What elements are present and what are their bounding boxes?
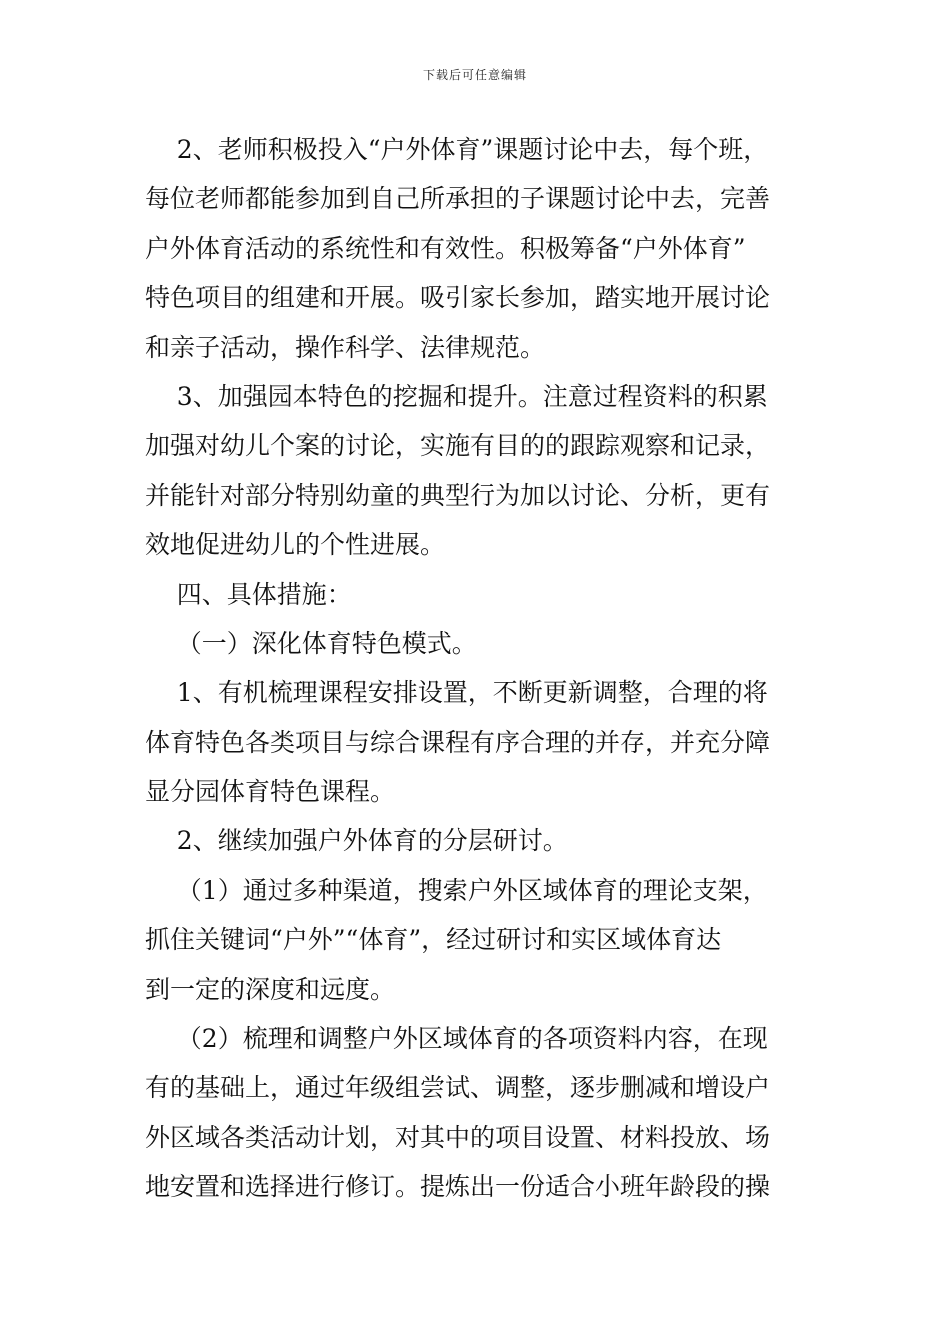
text-line: 显分园体育特色课程。 (145, 777, 396, 807)
text-line: 每位老师都能参加到自己所承担的子课题讨论中去，完善 (145, 184, 771, 214)
text-line: 户外体育活动的系统性和有效性。积极筹备“户外体育” (145, 233, 746, 263)
text-line: 四、具体措施： (145, 579, 352, 609)
text-line: （一）深化体育特色模式。 (145, 628, 477, 658)
text-line: （2）梳理和调整户外区域体育的各项资料内容，在现 (145, 1024, 768, 1054)
text-line: 效地促进幼儿的个性进展。 (145, 530, 446, 560)
text-line: 抓住关键词“户外”“体育”，经过研讨和实区域体育达 (145, 925, 722, 955)
text-line: （1）通过多种渠道，搜索户外区域体育的理论支架， (145, 875, 768, 905)
text-line: 并能针对部分特别幼童的典型行为加以讨论、分析，更有 (145, 480, 771, 510)
text-line: 2、继续加强户外体育的分层研讨。 (145, 826, 568, 856)
text-line: 体育特色各类项目与综合课程有序合理的并存，并充分障 (145, 727, 771, 757)
page-header: 下载后可任意编辑 (422, 68, 527, 82)
text-line: 到一定的深度和远度。 (145, 974, 396, 1004)
text-line: 1、有机梳理课程安排设置，不断更新调整，合理的将 (145, 678, 768, 708)
text-line: 3、加强园本特色的挖掘和提升。注意过程资料的积累 (145, 381, 768, 411)
document-body (145, 125, 810, 1212)
text-line: 地安置和选择进行修订。提炼出一份适合小班年龄段的操 (145, 1172, 771, 1202)
text-line: 2、老师积极投入“户外体育”课题讨论中去，每个班， (145, 135, 769, 164)
text-line: 加强对幼儿个案的讨论，实施有目的的跟踪观察和记录， (145, 431, 771, 461)
text-line: 外区域各类活动计划，对其中的项目设置、材料投放、场 (145, 1122, 771, 1152)
text-line: 和亲子活动，操作科学、法律规范。 (145, 332, 546, 362)
text-line: 有的基础上，通过年级组尝试、调整，逐步删减和增设户 (145, 1073, 771, 1103)
text-line: 特色项目的组建和开展。吸引家长参加，踏实地开展讨论 (145, 283, 771, 313)
